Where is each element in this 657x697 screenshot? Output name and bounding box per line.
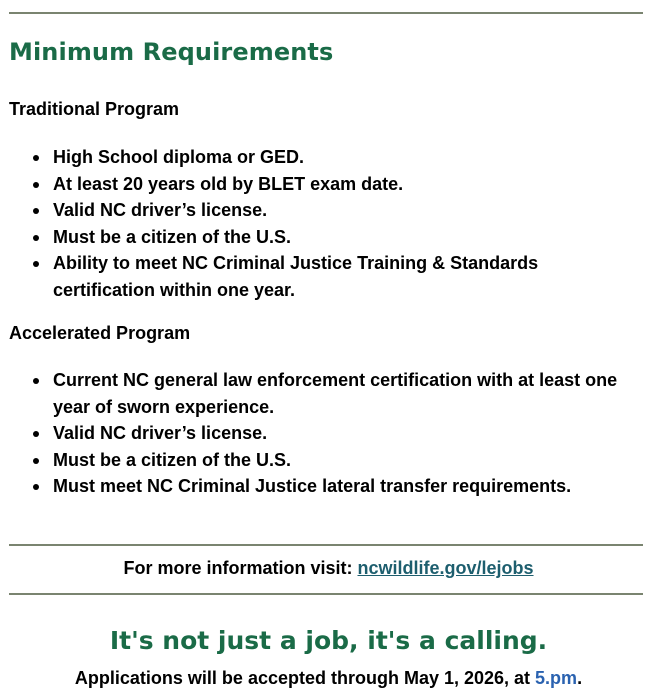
tagline: It's not just a job, it's a calling. [109, 626, 548, 655]
info-bottom-divider [9, 593, 643, 595]
accelerated-requirements-list [0, 367, 643, 500]
more-info-label: For more information visit: [123, 558, 358, 578]
deadline-period: . [577, 668, 583, 688]
accelerated-program-heading: Accelerated Program [9, 323, 191, 343]
list-item: Valid NC driver’s license. [53, 197, 643, 224]
traditional-program-heading: Traditional Program [9, 99, 180, 119]
more-info-line [0, 558, 657, 579]
application-deadline [0, 668, 657, 689]
list-item: Ability to meet NC Criminal Justice Training & Standards certification within one year. [53, 250, 643, 303]
section-title: Minimum Requirements [9, 38, 334, 66]
deadline-text: Applications will be accepted through May 1, 2026, at [74, 668, 536, 688]
list-item: Must meet NC Criminal Justice lateral transfer requirements. [53, 473, 643, 500]
jobs-link[interactable]: ncwildlife.gov/lejobs [357, 558, 534, 578]
info-top-divider [9, 544, 643, 546]
list-item: High School diploma or GED. [53, 144, 643, 171]
list-item: Must be a citizen of the U.S. [53, 224, 643, 251]
list-item: Must be a citizen of the U.S. [53, 447, 643, 474]
top-divider [9, 12, 643, 14]
list-item: Valid NC driver’s license. [53, 420, 643, 447]
list-item: Current NC general law enforcement certification with at least one year of sworn experience. [53, 367, 643, 420]
list-item: At least 20 years old by BLET exam date. [53, 171, 643, 198]
deadline-time: 5.pm [535, 668, 578, 688]
traditional-requirements-list [0, 144, 643, 303]
